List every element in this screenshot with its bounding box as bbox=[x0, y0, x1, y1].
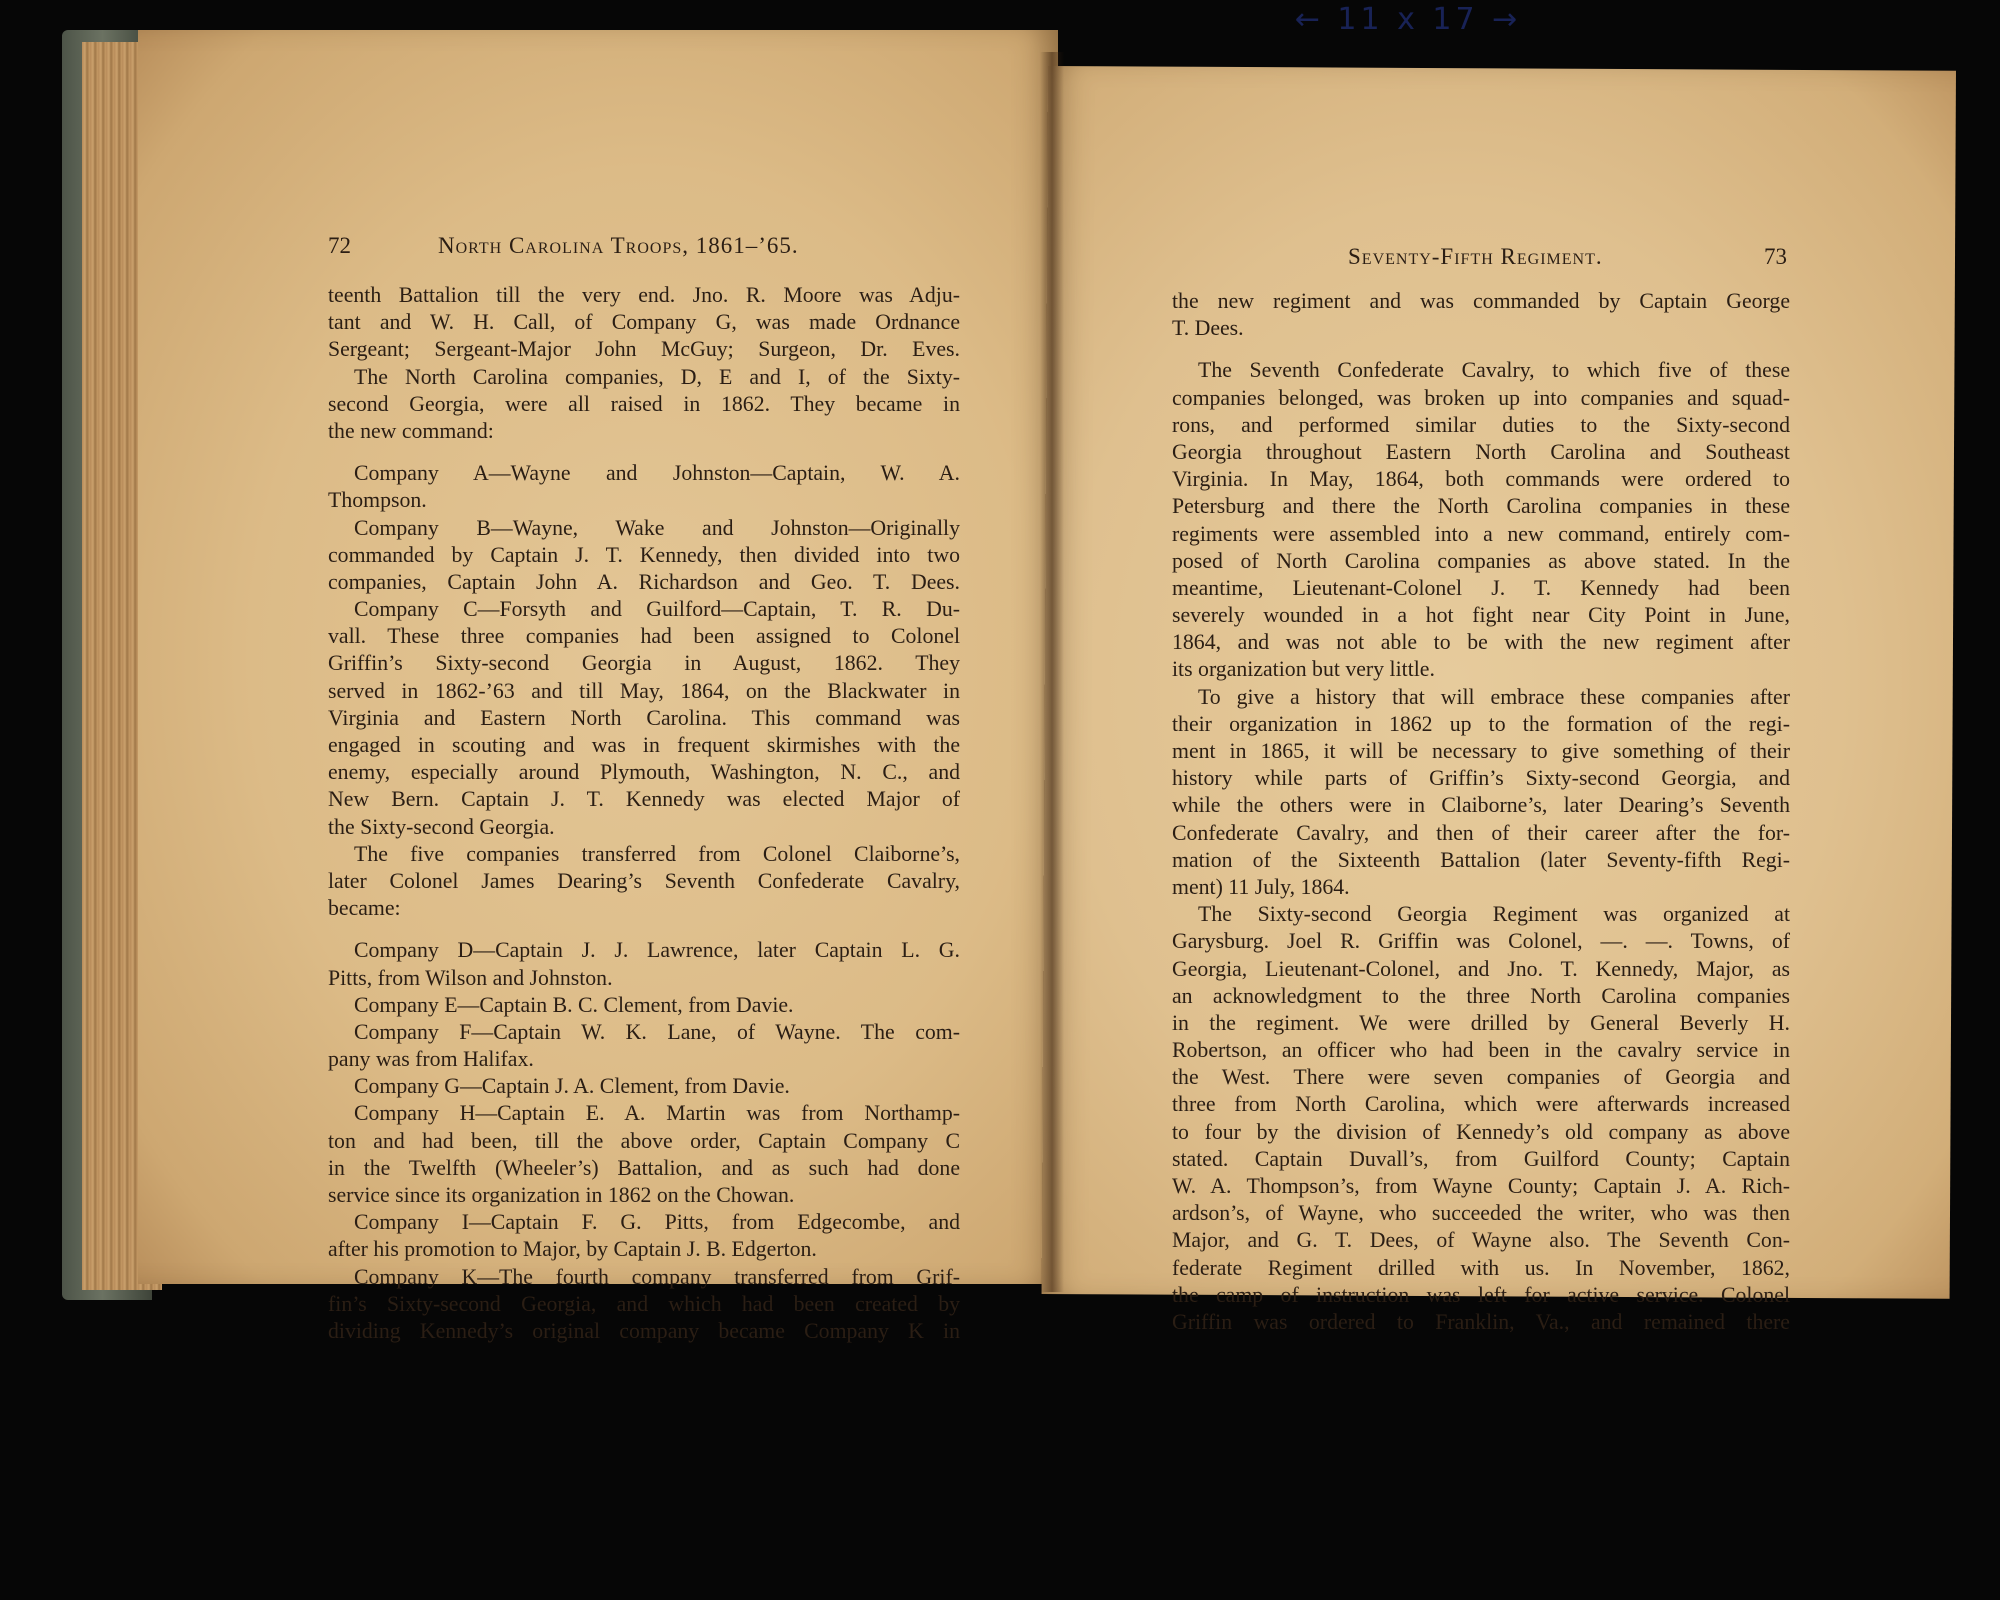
text-line: Pitts, from Wilson and Johnston. bbox=[328, 965, 613, 990]
text-line: Garysburg. Joel R. Griffin was Colonel, —. —. Towns, of bbox=[1172, 929, 1790, 954]
text-line: vall. These three companies had been assigned to Colonel bbox=[328, 624, 960, 649]
text-line: Sergeant; Sergeant-Major John McGuy; Surgeon, Dr. Eves. bbox=[328, 337, 960, 362]
text-line: second Georgia, were all raised in 1862. They became in bbox=[328, 391, 960, 416]
text-line: Thompson. bbox=[328, 488, 427, 513]
text-line: The North Carolina companies, D, E and I, of the Sixty- bbox=[354, 364, 960, 389]
text-line: the new regiment and was commanded by Captain George bbox=[1172, 289, 1790, 313]
text-line: pany was from Halifax. bbox=[328, 1047, 534, 1072]
text-line: engaged in scouting and was in frequent skirmishes with the bbox=[328, 733, 960, 757]
text-line: ardson’s, of Wayne, who succeeded the writer, who was then bbox=[1172, 1201, 1790, 1226]
text-line: New Bern. Captain J. T. Kennedy was elected Major of bbox=[328, 787, 960, 812]
text-line: an acknowledgment to the three North Carolina companies bbox=[1172, 983, 1790, 1008]
text-line: posed of North Carolina companies as above stated. In the bbox=[1172, 548, 1790, 573]
text-line: service since its organization in 1862 on the Chowan. bbox=[328, 1183, 795, 1207]
text-line: to four by the division of Kennedy’s old company as above bbox=[1172, 1119, 1790, 1144]
left-running-head: North Carolina Troops, 1861–’65. bbox=[438, 233, 799, 258]
text-line: in the regiment. We were drilled by General Beverly H. bbox=[1172, 1010, 1790, 1035]
text-line: after his promotion to Major, by Captain J. B. Edgerton. bbox=[328, 1237, 817, 1262]
text-line: The Sixty-second Georgia Regiment was organized at bbox=[1198, 902, 1790, 927]
text-line: enemy, especially around Plymouth, Washington, N. C., and bbox=[328, 760, 960, 785]
text-line: ton and had been, till the above order, Captain Company C bbox=[328, 1128, 960, 1153]
left-page-number: 72 bbox=[328, 233, 351, 258]
text-line: commanded by Captain J. T. Kennedy, then divided into two bbox=[328, 542, 960, 567]
text-line: three from North Carolina, which were afterwards increased bbox=[1172, 1092, 1790, 1117]
text-line: the new command: bbox=[328, 418, 494, 443]
text-line: in the Twelfth (Wheeler’s) Battalion, and as such had done bbox=[328, 1155, 960, 1180]
text-line: federate Regiment drilled with us. In November, 1862, bbox=[1172, 1255, 1790, 1280]
text-line: Company K—The fourth company transferred from Grif- bbox=[354, 1264, 960, 1289]
text-line: tant and W. H. Call, of Company G, was made Ordnance bbox=[328, 310, 960, 335]
text-line: their organization in 1862 up to the formation of the regi- bbox=[1172, 711, 1790, 736]
text-line: Robertson, an officer who had been in the cavalry service in bbox=[1172, 1038, 1790, 1063]
right-page-body bbox=[1172, 288, 1790, 1336]
text-line: while the others were in Claiborne’s, later Dearing’s Seventh bbox=[1172, 793, 1790, 818]
text-line: Company A—Wayne and Johnston—Captain, W. A. bbox=[354, 461, 960, 486]
text-line: later Colonel James Dearing’s Seventh Confederate Cavalry, bbox=[328, 868, 960, 893]
text-line: Georgia throughout Eastern North Carolina and Southeast bbox=[1172, 439, 1790, 464]
text-line: companies belonged, was broken up into companies and squad- bbox=[1172, 385, 1790, 410]
scan-size-mark: ← 11 x 17 → bbox=[1294, 2, 1522, 37]
text-line: To give a history that will embrace these companies after bbox=[1198, 684, 1790, 709]
text-line: Company F—Captain W. K. Lane, of Wayne. The com- bbox=[354, 1019, 960, 1044]
text-line: Company E—Captain B. C. Clement, from Davie. bbox=[354, 992, 794, 1017]
text-line: teenth Battalion till the very end. Jno. R. Moore was Adju- bbox=[328, 283, 960, 307]
paragraph-gap bbox=[328, 922, 960, 937]
text-line: Griffin’s Sixty-second Georgia in August, 1862. They bbox=[328, 651, 960, 676]
text-line: the West. There were seven companies of Georgia and bbox=[1172, 1065, 1790, 1090]
left-page-body bbox=[328, 282, 960, 1345]
book-gutter bbox=[1040, 52, 1064, 1292]
text-line: 1864, and was not able to be with the new regiment after bbox=[1172, 630, 1790, 655]
text-line: Company H—Captain E. A. Martin was from Northamp- bbox=[354, 1101, 960, 1126]
text-line: the camp of instruction was left for active service. Colonel bbox=[1172, 1282, 1790, 1307]
text-line: fin’s Sixty-second Georgia, and which had been created by bbox=[328, 1291, 960, 1316]
text-line: history while parts of Griffin’s Sixty-second Georgia, and bbox=[1172, 766, 1790, 791]
text-line: Major, and G. T. Dees, of Wayne also. The Seventh Con- bbox=[1172, 1228, 1790, 1253]
text-line: Company G—Captain J. A. Clement, from Davie. bbox=[354, 1074, 790, 1099]
text-line: dividing Kennedy’s original company became Company K in bbox=[328, 1318, 960, 1343]
text-line: ment) 11 July, 1864. bbox=[1172, 874, 1350, 899]
text-line: Company I—Captain F. G. Pitts, from Edgecombe, and bbox=[354, 1210, 960, 1235]
text-line: the Sixty-second Georgia. bbox=[328, 814, 555, 839]
right-running-head: Seventy-Fifth Regiment. bbox=[1348, 244, 1603, 269]
text-line: ment in 1865, it will be necessary to give something of their bbox=[1172, 739, 1790, 763]
text-line: W. A. Thompson’s, from Wayne County; Captain J. A. Rich- bbox=[1172, 1174, 1790, 1198]
text-line: served in 1862-’63 and till May, 1864, on the Blackwater in bbox=[328, 678, 960, 703]
right-page-number: 73 bbox=[1764, 244, 1787, 269]
text-line: Griffin was ordered to Franklin, Va., and remained there bbox=[1172, 1309, 1790, 1334]
text-line: Petersburg and there the North Carolina companies in these bbox=[1172, 494, 1790, 519]
text-line: Company C—Forsyth and Guilford—Captain, T. R. Du- bbox=[354, 597, 960, 622]
text-line: severely wounded in a hot fight near City Point in June, bbox=[1172, 603, 1790, 628]
text-line: became: bbox=[328, 896, 401, 921]
text-line: mation of the Sixteenth Battalion (later Seventy-fifth Regi- bbox=[1172, 847, 1790, 872]
text-line: regiments were assembled into a new command, entirely com- bbox=[1172, 521, 1790, 546]
text-line: Virginia. In May, 1864, both commands were ordered to bbox=[1172, 467, 1790, 492]
text-line: stated. Captain Duvall’s, from Guilford County; Captain bbox=[1172, 1146, 1790, 1171]
text-line: Virginia and Eastern North Carolina. This command was bbox=[328, 705, 960, 730]
text-line: companies, Captain John A. Richardson and Geo. T. Dees. bbox=[328, 569, 960, 594]
text-line: Confederate Cavalry, and then of their career after the for- bbox=[1172, 820, 1790, 845]
text-line: its organization but very little. bbox=[1172, 657, 1435, 682]
text-line: Georgia, Lieutenant-Colonel, and Jno. T. Kennedy, Major, as bbox=[1172, 956, 1790, 981]
text-line: meantime, Lieutenant-Colonel J. T. Kennedy had been bbox=[1172, 575, 1790, 600]
text-line: T. Dees. bbox=[1172, 316, 1244, 341]
paragraph-gap bbox=[1172, 342, 1790, 357]
text-line: rons, and performed similar duties to the Sixty-second bbox=[1172, 412, 1790, 437]
text-line: Company D—Captain J. J. Lawrence, later Captain L. G. bbox=[354, 938, 960, 963]
text-line: The five companies transferred from Colonel Claiborne’s, bbox=[354, 841, 960, 866]
text-line: The Seventh Confederate Cavalry, to which five of these bbox=[1198, 358, 1790, 383]
text-line: Company B—Wayne, Wake and Johnston—Originally bbox=[354, 515, 960, 540]
paragraph-gap bbox=[328, 445, 960, 460]
